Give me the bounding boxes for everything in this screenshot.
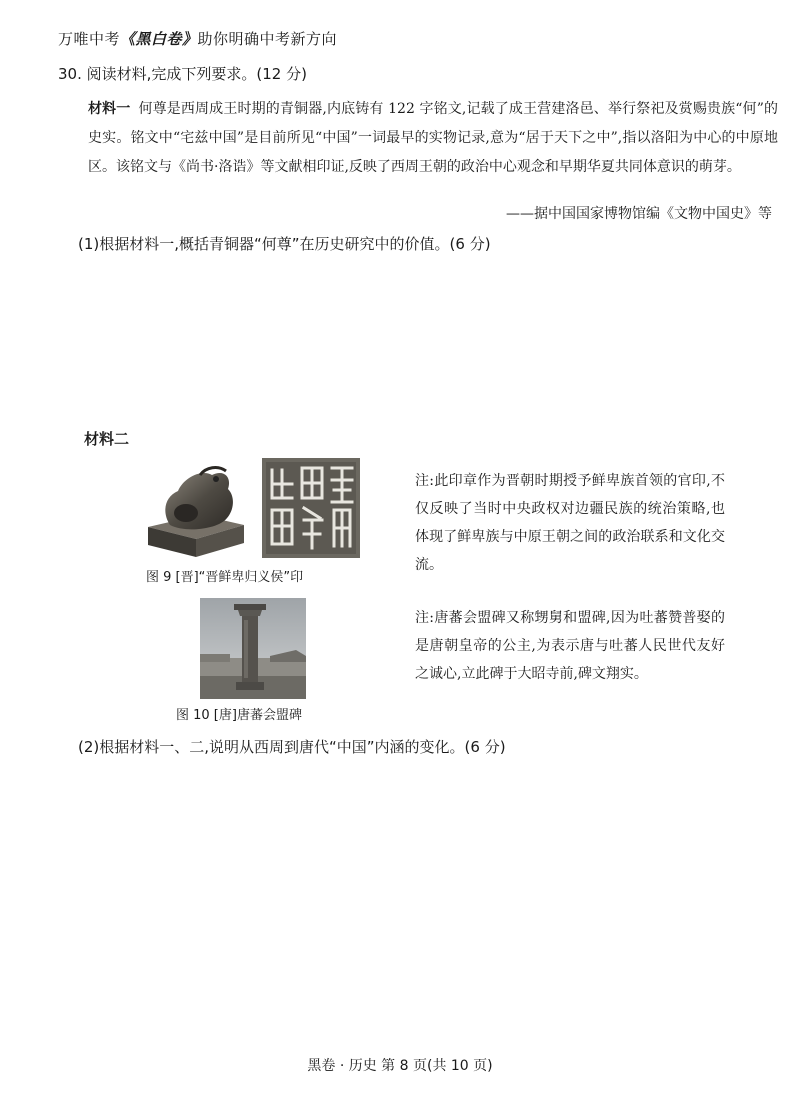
material-one-text: 何尊是西周成王时期的青铜器,内底铸有 122 字铭文,记载了成王营建洛邑、举行祭祀及赏赐贵族“何”的史实。铭文中“宅兹中国”是目前所见“中国”一词最早的实物记录,意为“居于天下之中”,指以洛阳为中心的中原地区。该铭文与《尚书·洛诰》等文献相印证,反映了西周王朝的政治中心观念和早期华夏共同体意识的萌芽。 bbox=[88, 101, 779, 175]
page-header bbox=[58, 28, 337, 49]
material-one-source: ——据中国国家博物馆编《文物中国史》等 bbox=[506, 206, 772, 222]
material-one-label: 材料一 bbox=[88, 101, 131, 117]
sub-question-2: (2)根据材料一、二,说明从西周到唐代“中国”内涵的变化。(6 分) bbox=[78, 738, 506, 756]
bronze-seal-image bbox=[140, 455, 252, 560]
material-two-label: 材料二 bbox=[84, 430, 130, 448]
figure-9-note: 注:此印章作为晋朝时期授予鲜卑族首领的官印,不仅反映了当时中央政权对边疆民族的统治策略,也体现了鲜卑族与中原王朝之间的政治联系和文化交流。 bbox=[415, 473, 725, 573]
figure-9-caption: 图 9 [晋]“晋鲜卑归义侯”印 bbox=[146, 570, 304, 585]
header-prefix: 万唯中考 bbox=[58, 30, 121, 48]
material-one bbox=[88, 95, 778, 182]
figure-10-caption: 图 10 [唐]唐蕃会盟碑 bbox=[176, 708, 302, 723]
sub-question-1: (1)根据材料一,概括青铜器“何尊”在历史研究中的价值。(6 分) bbox=[78, 235, 491, 253]
stele-photo bbox=[200, 598, 306, 699]
header-suffix: 助你明确中考新方向 bbox=[197, 30, 338, 48]
page-footer: 黑卷 · 历史 第 8 页(共 10 页) bbox=[307, 1058, 493, 1074]
question-title: 30. 阅读材料,完成下列要求。(12 分) bbox=[58, 65, 307, 83]
header-brand: 《黑白卷》 bbox=[120, 30, 198, 48]
seal-impression-image bbox=[262, 458, 360, 558]
figure-10-note: 注:唐蕃会盟碑又称甥舅和盟碑,因为吐蕃赞普娶的是唐朝皇帝的公主,为表示唐与吐蕃人民世代友好之诚心,立此碑于大昭寺前,碑文翔实。 bbox=[415, 610, 725, 682]
